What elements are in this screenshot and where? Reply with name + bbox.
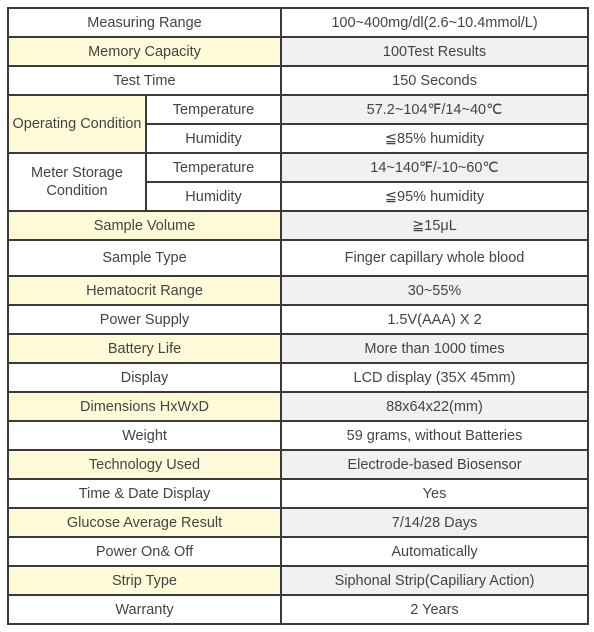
- spec-value: 57.2~104℉/14~40℃: [281, 95, 588, 124]
- table-row: [8, 537, 588, 566]
- spec-value: 14~140℉/-10~60℃: [281, 153, 588, 182]
- spec-group-label: Meter Storage Condition: [8, 153, 146, 211]
- specification-table: [7, 7, 589, 625]
- spec-value: Automatically: [281, 537, 588, 566]
- spec-label: Time & Date Display: [8, 479, 281, 508]
- table-row: [8, 479, 588, 508]
- table-row: [8, 334, 588, 363]
- table-row: [8, 240, 588, 276]
- spec-label: Memory Capacity: [8, 37, 281, 66]
- spec-value: ≧15μL: [281, 211, 588, 240]
- spec-label: Battery Life: [8, 334, 281, 363]
- table-row: [8, 363, 588, 392]
- table-row: [8, 305, 588, 334]
- spec-value: 7/14/28 Days: [281, 508, 588, 537]
- table-row: [8, 66, 588, 95]
- table-row: [8, 421, 588, 450]
- spec-sublabel: Temperature: [146, 95, 281, 124]
- spec-value: 1.5V(AAA) X 2: [281, 305, 588, 334]
- table-row: [8, 153, 588, 182]
- spec-value: Finger capillary whole blood: [281, 240, 588, 276]
- spec-label: Measuring Range: [8, 8, 281, 37]
- spec-value: ≦95% humidity: [281, 182, 588, 211]
- spec-value: 100~400mg/dl(2.6~10.4mmol/L): [281, 8, 588, 37]
- spec-label: Power Supply: [8, 305, 281, 334]
- spec-value: 2 Years: [281, 595, 588, 624]
- spec-value: ≦85% humidity: [281, 124, 588, 153]
- spec-value: 30~55%: [281, 276, 588, 305]
- table-row: [8, 508, 588, 537]
- spec-label: Dimensions HxWxD: [8, 392, 281, 421]
- table-row: [8, 211, 588, 240]
- spec-label: Technology Used: [8, 450, 281, 479]
- spec-sublabel: Humidity: [146, 124, 281, 153]
- spec-label: Weight: [8, 421, 281, 450]
- spec-value: 150 Seconds: [281, 66, 588, 95]
- spec-value: 88x64x22(mm): [281, 392, 588, 421]
- spec-group-label: Operating Condition: [8, 95, 146, 153]
- spec-label: Display: [8, 363, 281, 392]
- table-row: [8, 276, 588, 305]
- spec-sublabel: Temperature: [146, 153, 281, 182]
- table-row: [8, 392, 588, 421]
- spec-value: Electrode-based Biosensor: [281, 450, 588, 479]
- spec-value: More than 1000 times: [281, 334, 588, 363]
- spec-label: Glucose Average Result: [8, 508, 281, 537]
- table-row: [8, 566, 588, 595]
- spec-value: LCD display (35X 45mm): [281, 363, 588, 392]
- spec-label: Test Time: [8, 66, 281, 95]
- spec-sublabel: Humidity: [146, 182, 281, 211]
- spec-value: Siphonal Strip(Capiliary Action): [281, 566, 588, 595]
- spec-label: Sample Type: [8, 240, 281, 276]
- spec-value: 59 grams, without Batteries: [281, 421, 588, 450]
- spec-label: Strip Type: [8, 566, 281, 595]
- spec-label: Hematocrit Range: [8, 276, 281, 305]
- spec-label: Warranty: [8, 595, 281, 624]
- spec-value: 100Test Results: [281, 37, 588, 66]
- table-row: [8, 595, 588, 624]
- table-row: [8, 37, 588, 66]
- table-row: [8, 8, 588, 37]
- spec-label: Sample Volume: [8, 211, 281, 240]
- spec-value: Yes: [281, 479, 588, 508]
- table-row: [8, 95, 588, 124]
- table-row: [8, 450, 588, 479]
- spec-label: Power On& Off: [8, 537, 281, 566]
